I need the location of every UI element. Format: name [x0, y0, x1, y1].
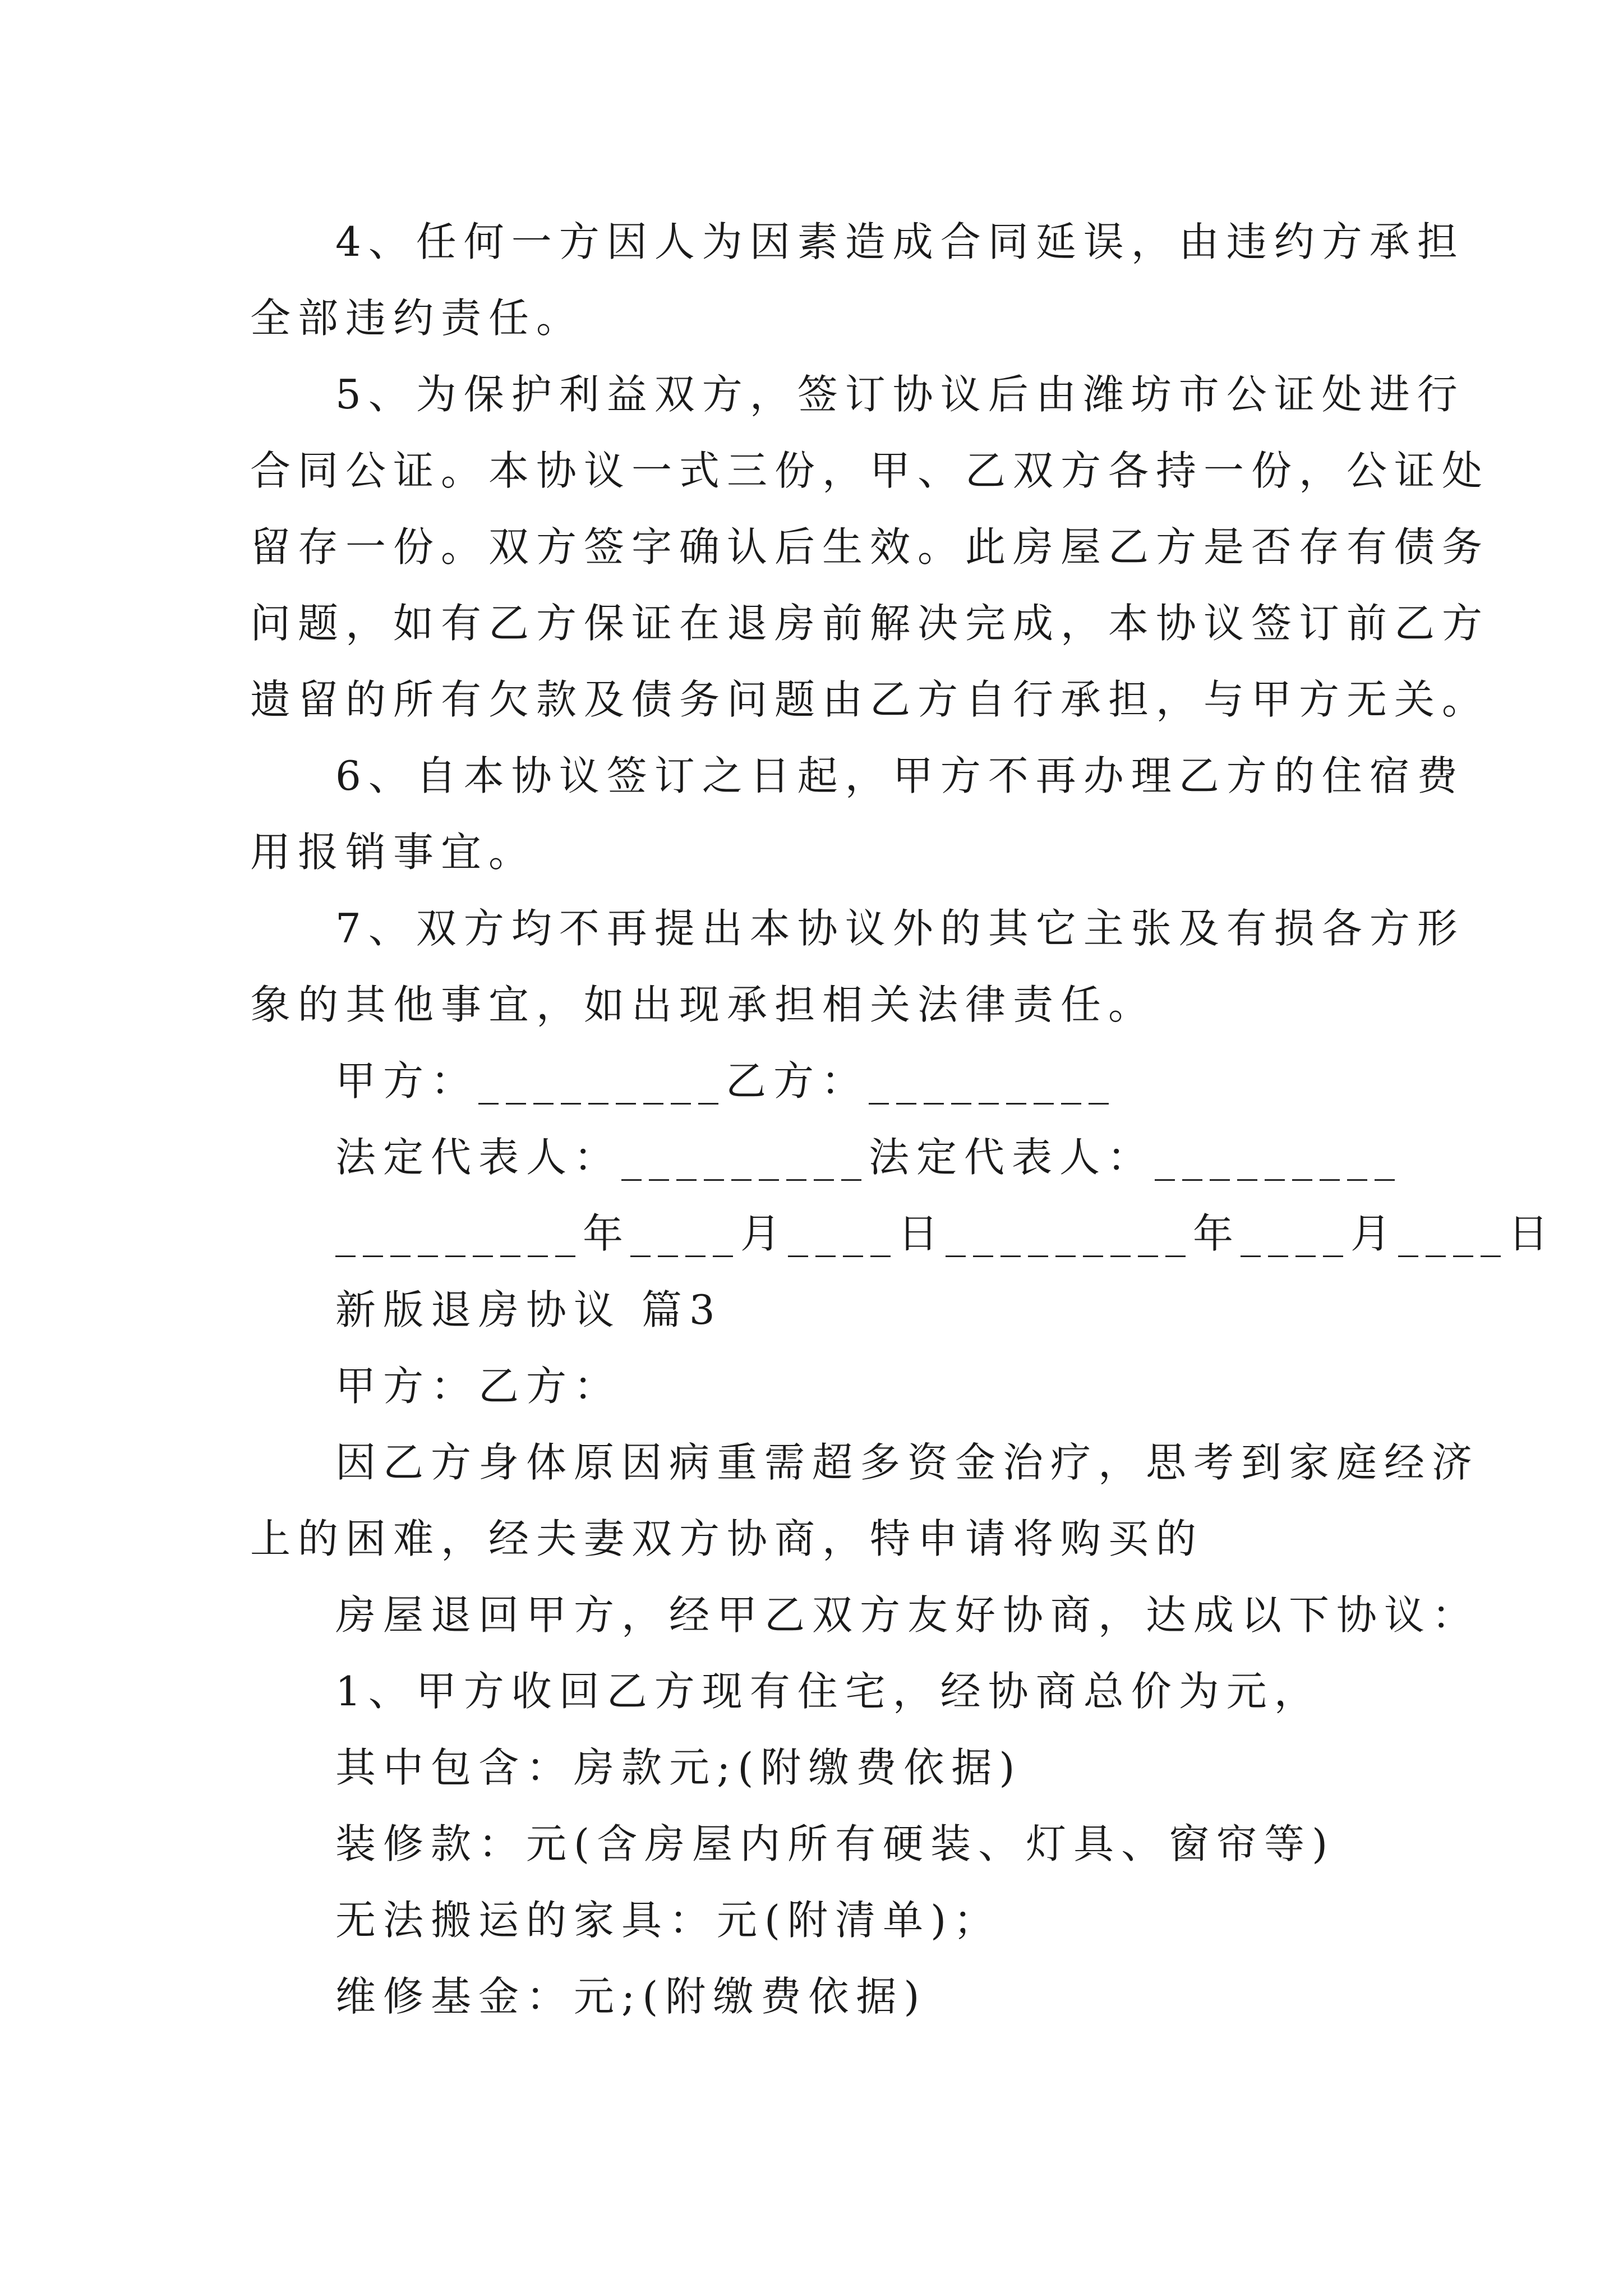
- signature-representative-line: 法定代表人：_________法定代表人：_________: [335, 1134, 1403, 1181]
- intro-line-2: 上的困难，经夫妻双方协商，特申请将购买的: [250, 1515, 1204, 1562]
- clause-5-line-4: 问题，如有乙方保证在退房前解决完成，本协议签订前乙方: [250, 600, 1490, 647]
- clause-5-line-1: 5、为保护利益双方，签订协议后由潍坊市公证处进行: [335, 371, 1465, 418]
- term-1-maintenance-fund: 维修基金：元;(附缴费依据): [335, 1973, 927, 2020]
- clause-7-line-1: 7、双方均不再提出本协议外的其它主张及有损各方形: [335, 905, 1465, 952]
- intro-line-3: 房屋退回甲方，经甲乙双方友好协商，达成以下协议：: [335, 1591, 1480, 1639]
- clause-7-line-2: 象的其他事宜，如出现承担相关法律责任。: [250, 981, 1156, 1028]
- intro-line-1: 因乙方身体原因病重需超多资金治疗，思考到家庭经济: [335, 1439, 1480, 1486]
- clause-5-line-2: 合同公证。本协议一式三份，甲、乙双方各持一份，公证处: [250, 447, 1490, 494]
- clause-4-line-1: 4、任何一方因人为因素造成合同延误，由违约方承担: [335, 218, 1465, 265]
- clause-5-line-3: 留存一份。双方签字确认后生效。此房屋乙方是否存有债务: [250, 523, 1490, 570]
- signature-parties-line: 甲方：_________乙方：_________: [335, 1057, 1117, 1105]
- signature-date-line: _________年____月____日_________年____月____日: [335, 1210, 1556, 1257]
- section-heading: 新版退房协议 篇3: [335, 1286, 722, 1333]
- term-1-housing-price: 其中包含：房款元;(附缴费依据): [335, 1744, 1022, 1791]
- parties-line: 甲方：乙方：: [335, 1363, 622, 1410]
- term-1-line: 1、甲方收回乙方现有住宅，经协商总价为元，: [335, 1668, 1322, 1715]
- term-1-decoration: 装修款：元(含房屋内所有硬装、灯具、窗帘等): [335, 1820, 1335, 1867]
- clause-6-line-1: 6、自本协议签订之日起，甲方不再办理乙方的住宿费: [335, 752, 1465, 799]
- term-1-furniture: 无法搬运的家具：元(附清单)；: [335, 1897, 1002, 1944]
- clause-4-line-2: 全部违约责任。: [250, 295, 584, 342]
- clause-5-line-5: 遗留的所有欠款及债务问题由乙方自行承担，与甲方无关。: [250, 676, 1490, 723]
- clause-6-line-2: 用报销事宜。: [250, 829, 537, 876]
